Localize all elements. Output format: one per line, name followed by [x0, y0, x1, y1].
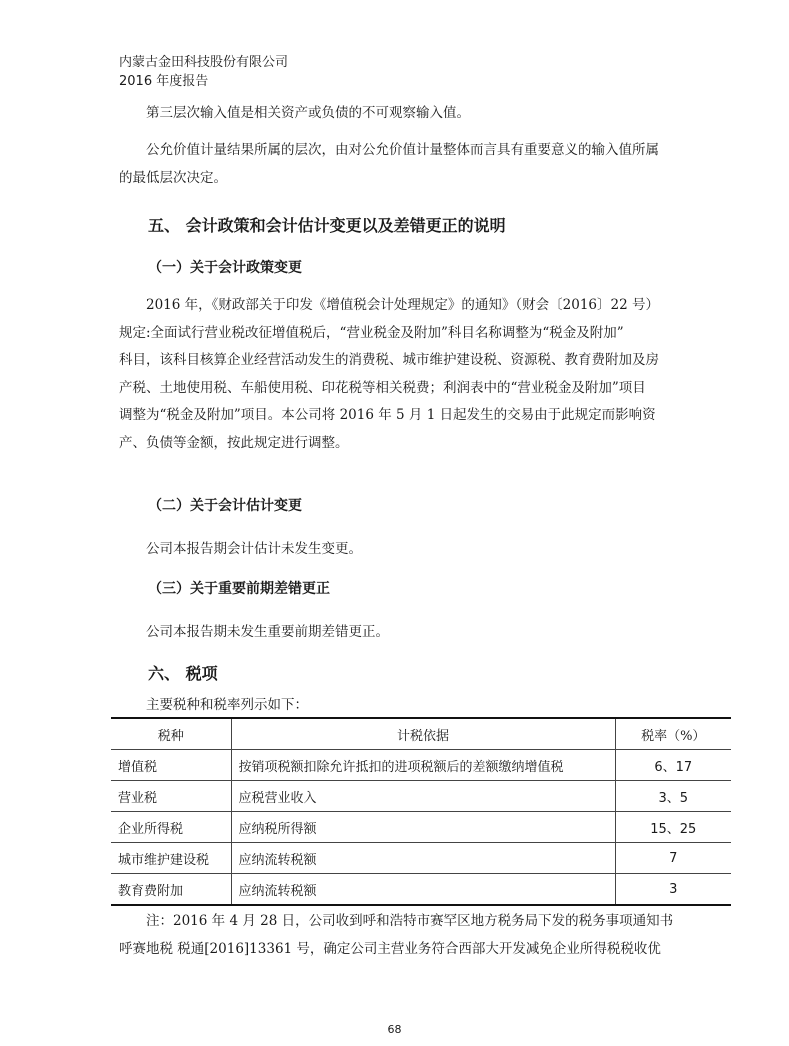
estimate-change-text: 公司本报告期会计估计未发生变更。: [146, 541, 362, 557]
section-5-3-heading: （三）关于重要前期差错更正: [148, 581, 330, 597]
paragraph-line: 科目，该科目核算企业经营活动发生的消费税、城市维护建设税、资源税、教育费附加及房: [119, 352, 659, 368]
tax-rate-cell: 3、5: [615, 781, 731, 812]
tax-rate-cell: 3: [615, 874, 731, 906]
table-row: [111, 781, 731, 812]
level3-definition: 第三层次输入值是相关资产或负债的不可观察输入值。: [146, 105, 470, 121]
paragraph-line: 的最低层次决定。: [119, 169, 227, 186]
tax-note-paragraph: [119, 908, 675, 963]
tax-type-cell: 教育费附加: [111, 874, 231, 906]
section-6-heading: 六、 税项: [148, 664, 218, 683]
page-number: 68: [387, 1023, 402, 1036]
tax-type-cell: 增值税: [111, 750, 231, 781]
column-header-tax-basis: 计税依据: [231, 718, 615, 750]
tax-table-intro: 主要税种和税率列示如下：: [146, 697, 308, 713]
error-correction-text: 公司本报告期未发生重要前期差错更正。: [146, 624, 389, 640]
tax-rate-cell: 15、25: [615, 812, 731, 843]
paragraph-line: 公允价值计量结果所属的层次，由对公允价值计量整体而言具有重要意义的输入值所属: [146, 142, 659, 158]
tax-type-cell: 企业所得税: [111, 812, 231, 843]
tax-basis-cell: 应纳税所得额: [231, 812, 615, 843]
column-header-tax-rate: 税率（%）: [615, 718, 731, 750]
tax-type-cell: 城市维护建设税: [111, 843, 231, 874]
fair-value-paragraph: [119, 137, 675, 192]
tax-basis-cell: 应纳流转税额: [231, 874, 615, 906]
table-row: [111, 874, 731, 906]
table-header-row: [111, 718, 731, 750]
tax-type-cell: 营业税: [111, 781, 231, 812]
section-5-1-heading: （一）关于会计政策变更: [148, 260, 302, 276]
paragraph-line: 产税、土地使用税、车船使用税、印花税等相关税费；利润表中的“营业税金及附加”项目: [119, 379, 646, 396]
tax-basis-cell: 应纳流转税额: [231, 843, 615, 874]
policy-change-paragraph: [119, 292, 675, 457]
paragraph-line: 呼赛地税 税通[2016]13361 号，确定公司主营业务符合西部大开发减免企业所得税税收优: [119, 940, 661, 957]
paragraph-line: 2016 年，《财政部关于印发《增值税会计处理规定》的通知》（财会〔2016〕22 号）: [146, 297, 659, 313]
section-5-2-heading: （二）关于会计估计变更: [148, 498, 302, 514]
table-row: [111, 812, 731, 843]
paragraph-line: 产、负债等金额，按此规定进行调整。: [119, 434, 349, 451]
table-row: [111, 843, 731, 874]
table-row: [111, 750, 731, 781]
tax-rate-table: [111, 717, 731, 906]
section-5-heading: 五、 会计政策和会计估计变更以及差错更正的说明: [148, 216, 506, 235]
paragraph-line: 注：2016 年 4 月 28 日，公司收到呼和浩特市赛罕区地方税务局下发的税务事项通知书: [146, 913, 674, 929]
paragraph-line: 调整为“税金及附加”项目。本公司将 2016 年 5 月 1 日起发生的交易由于此规定而影响资: [119, 407, 656, 423]
column-header-tax-type: 税种: [111, 718, 231, 750]
header-company: 内蒙古金田科技股份有限公司: [119, 55, 289, 70]
tax-rate-cell: 6、17: [615, 750, 731, 781]
paragraph-line: 规定:全面试行营业税改征增值税后，“营业税金及附加”科目名称调整为“税金及附加”: [119, 324, 624, 341]
tax-basis-cell: 应税营业收入: [231, 781, 615, 812]
tax-basis-cell: 按销项税额扣除允许抵扣的进项税额后的差额缴纳增值税: [231, 750, 615, 781]
tax-rate-cell: 7: [615, 843, 731, 874]
header-report-title: 2016 年度报告: [119, 74, 209, 89]
